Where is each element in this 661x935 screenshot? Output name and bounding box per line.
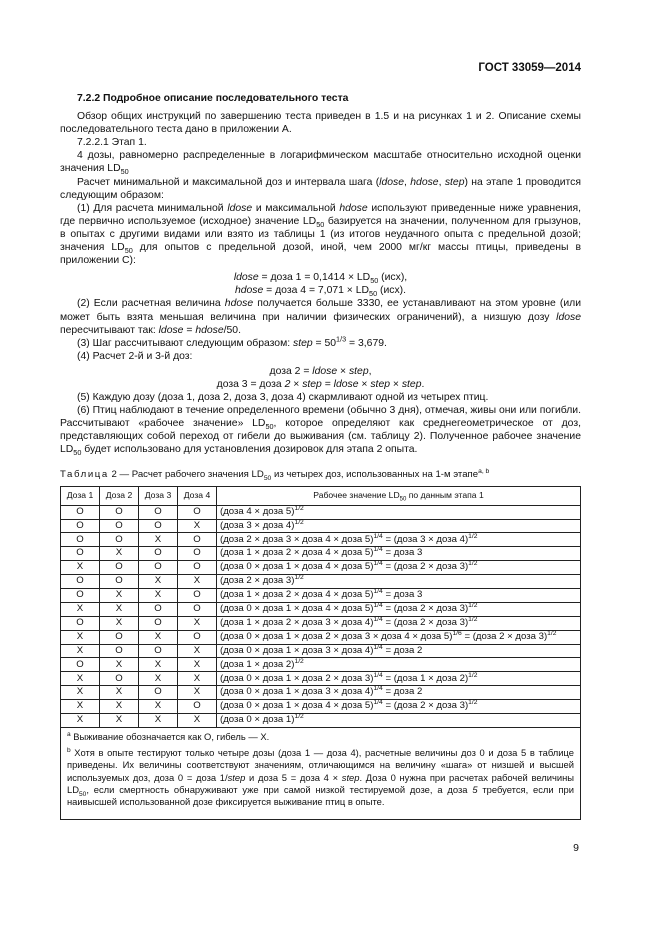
dose-2-outcome: X xyxy=(100,658,139,672)
dose-1-outcome: O xyxy=(61,575,100,589)
dose-3-outcome: O xyxy=(139,561,178,575)
section-title: 7.2.2 Подробное описание последовательного теста xyxy=(77,93,349,104)
dose-2-outcome: O xyxy=(100,575,139,589)
dose-4-outcome: X xyxy=(178,672,217,686)
dose-1-outcome: O xyxy=(61,588,100,602)
dose-1-outcome: X xyxy=(61,700,100,714)
dose-3-outcome: X xyxy=(139,588,178,602)
paragraph-item-5: (5) Каждую дозу (доза 1, доза 2, доза 3, доза 4) скармливают одной из четырех птиц. xyxy=(77,392,489,404)
dose-2-outcome: X xyxy=(100,588,139,602)
dose-3-outcome: O xyxy=(139,505,178,519)
dose-4-outcome: O xyxy=(178,561,217,575)
working-value-formula: (доза 2 × доза 3)$^{1/2}$ xyxy=(217,575,581,589)
dose-1-outcome: O xyxy=(61,505,100,519)
equation-dose2: доза 2 = ldose × step, xyxy=(269,365,372,377)
working-value-formula: (доза 0 × доза 1 × доза 3 × доза 4)$^{1/4}$ = доза 2 xyxy=(217,686,581,700)
dose-2-outcome: O xyxy=(100,533,139,547)
document-code: ГОСТ 33059—2014 xyxy=(478,62,581,74)
working-value-formula: (доза 1 × доза 2)$^{1/2}$ xyxy=(217,658,581,672)
table-row xyxy=(61,533,581,547)
working-value-formula: (доза 0 × доза 1 × доза 2 × доза 3 × доза 4 × доза 5)$^{1/6}$ = (доза 2 × доза 3)$^{1/2}$ xyxy=(217,630,581,644)
working-value-formula: (доза 1 × доза 2 × доза 4 × доза 5)$^{1/4}$ = доза 3 xyxy=(217,588,581,602)
table-header-row xyxy=(61,486,581,505)
dose-3-outcome: O xyxy=(139,547,178,561)
dose-2-outcome: O xyxy=(100,672,139,686)
dose-2-outcome: O xyxy=(100,630,139,644)
dose-3-outcome: X xyxy=(139,700,178,714)
header-dose-2: Доза 2 xyxy=(100,486,139,505)
page-content xyxy=(60,92,581,820)
table-row xyxy=(61,672,581,686)
dose-4-outcome: X xyxy=(178,575,217,589)
table-row xyxy=(61,575,581,589)
dose-4-outcome: O xyxy=(178,505,217,519)
dose-4-outcome: O xyxy=(178,630,217,644)
dose-2-outcome: X xyxy=(100,547,139,561)
dose-4-outcome: O xyxy=(178,700,217,714)
paragraph-item-1: (1) Для расчета минимальной ldose и максимальной hdose используют приведенные ниже уравнения, где первично используемое (исходное) значение $LD_{50}$ базируется на значении, полученном для грызунов, в опытах с другими видами или взято из таблицы 1 (из итогов неудачного опыта с предельной дозой; значения $LD_{50}$ для опытов с предельной дозой, иной, чем 2000 мг/кг массы птицы, приведены в приложении С): xyxy=(60,202,581,267)
working-value-formula: (доза 1 × доза 2 × доза 3 × доза 4)$^{1/4}$ = (доза 2 × доза 3)$^{1/2}$ xyxy=(217,616,581,630)
dose-4-outcome: X xyxy=(178,713,217,727)
paragraph-overview: Обзор общих инструкций по завершению теста приведен в 1.5 и на рисунках 1 и 2. Описание схемы последовательного теста дано в приложении А. xyxy=(60,111,581,136)
dose-2-outcome: O xyxy=(100,561,139,575)
table-row xyxy=(61,602,581,616)
equation-ldose: ldose = доза $1 = 0,1414 \times LD_{50}$ (исх), xyxy=(233,272,408,286)
paragraph-four-doses: 4 дозы, равномерно распределенные в логарифмическом масштабе относительно исходной оценки значения $LD_{50}$ xyxy=(60,150,581,177)
working-value-formula: (доза 0 × доза 1 × доза 4 × доза 5)$^{1/4}$ = (доза 2 × доза 3)$^{1/2}$ xyxy=(217,561,581,575)
table-row xyxy=(61,616,581,630)
table-row xyxy=(61,700,581,714)
table-row xyxy=(61,519,581,533)
dose-table xyxy=(60,486,581,820)
table-caption: Таблица 2 — Расчет рабочего значения $LD_{50}$ из четырех доз, использованных на 1-м этапе$^{a, b}$ xyxy=(60,467,490,482)
dose-2-outcome: X xyxy=(100,616,139,630)
dose-2-outcome: O xyxy=(100,644,139,658)
table-body xyxy=(61,505,581,727)
table-row xyxy=(61,561,581,575)
dose-1-outcome: X xyxy=(61,672,100,686)
table-row xyxy=(61,713,581,727)
dose-4-outcome: X xyxy=(178,616,217,630)
dose-1-outcome: O xyxy=(61,616,100,630)
table-row xyxy=(61,588,581,602)
dose-1-outcome: X xyxy=(61,630,100,644)
dose-4-outcome: O xyxy=(178,547,217,561)
dose-3-outcome: X xyxy=(139,658,178,672)
dose-3-outcome: O xyxy=(139,519,178,533)
paragraph-item-4: (4) Расчет 2-й и 3-й доз: xyxy=(77,350,193,362)
dose-1-outcome: O xyxy=(61,519,100,533)
dose-1-outcome: X xyxy=(61,713,100,727)
table-row xyxy=(61,658,581,672)
table-notes-row xyxy=(61,727,581,819)
dose-4-outcome: X xyxy=(178,644,217,658)
dose-4-outcome: X xyxy=(178,686,217,700)
header-dose-1: Доза 1 xyxy=(61,486,100,505)
dose-2-outcome: O xyxy=(100,505,139,519)
working-value-formula: (доза 2 × доза 3 × доза 4 × доза 5)$^{1/4}$ = (доза 3 × доза 4)$^{1/2}$ xyxy=(217,533,581,547)
dose-3-outcome: X xyxy=(139,533,178,547)
dose-3-outcome: X xyxy=(139,713,178,727)
dose-4-outcome: X xyxy=(178,658,217,672)
working-value-formula: (доза 3 × доза 4)$^{1/2}$ xyxy=(217,519,581,533)
dose-4-outcome: O xyxy=(178,533,217,547)
table-row xyxy=(61,644,581,658)
header-dose-4: Доза 4 xyxy=(178,486,217,505)
table-row xyxy=(61,547,581,561)
note-b: $^b$ Хотя в опыте тестируют только четыре дозы (доза 1 — доза 4), расчетные величины доз 0 и доза 5 в таблице приведены. Их величины соответствуют значениям, отличающимся на величину «шага» от низшей и высшей используемых доз, доза 0 = доза 1/step и доза 5 = доза 4 × step. Доза 0 нужна при расчетах рабочей величины $LD_{50}$, если смертность обнаруживают уже при самой низкой тестируемой дозе, а доза 5 требуется, если при наивысшей использованной дозе фиксируется выживание птиц в опыте. xyxy=(67,747,574,808)
dose-1-outcome: O xyxy=(61,533,100,547)
dose-3-outcome: X xyxy=(139,575,178,589)
dose-3-outcome: O xyxy=(139,602,178,616)
dose-1-outcome: X xyxy=(61,561,100,575)
table-row xyxy=(61,686,581,700)
dose-4-outcome: O xyxy=(178,602,217,616)
page-number: 9 xyxy=(573,842,579,854)
dose-2-outcome: X xyxy=(100,700,139,714)
note-a: $^a$ Выживание обозначается как О, гибель — Х. xyxy=(67,730,270,742)
working-value-formula: (доза 0 × доза 1 × доза 4 × доза 5)$^{1/4}$ = (доза 2 × доза 3)$^{1/2}$ xyxy=(217,700,581,714)
dose-2-outcome: X xyxy=(100,602,139,616)
dose-2-outcome: O xyxy=(100,519,139,533)
dose-2-outcome: X xyxy=(100,713,139,727)
dose-3-outcome: X xyxy=(139,672,178,686)
dose-1-outcome: X xyxy=(61,644,100,658)
dose-1-outcome: O xyxy=(61,547,100,561)
working-value-formula: (доза 1 × доза 2 × доза 4 × доза 5)$^{1/4}$ = доза 3 xyxy=(217,547,581,561)
working-value-formula: (доза 0 × доза 1 × доза 3 × доза 4)$^{1/4}$ = доза 2 xyxy=(217,644,581,658)
dose-2-outcome: X xyxy=(100,686,139,700)
header-working-value: Рабочее значение $LD_{50}$ по данным этапа 1 xyxy=(217,486,581,505)
table-row xyxy=(61,630,581,644)
table-notes xyxy=(61,727,581,819)
paragraph-item-3: (3) Шаг рассчитывают следующим образом: step = $50^{1/3} = 3,679$. xyxy=(77,334,387,349)
table-row xyxy=(61,505,581,519)
paragraph-item-2: (2) Если расчетная величина hdose получается больше 3330, ее устанавливают на этом уровне (или может быть взята меньшая величина при наличии физических ограничений), а низшую дозу ldose пересчитывают так: ldose = hdose/50. xyxy=(60,298,581,336)
dose-1-outcome: X xyxy=(61,686,100,700)
equation-hdose: hdose = доза $4 = 7,071 \times LD_{50}$ (исх). xyxy=(234,285,407,299)
equation-dose3: доза 3 = доза 2 × step = ldose × step × step. xyxy=(216,378,425,390)
paragraph-calc-intro: Расчет минимальной и максимальной доз и интервала шага (ldose, hdose, step) на этапе 1 проводится следующим образом: xyxy=(60,176,582,201)
dose-3-outcome: O xyxy=(139,644,178,658)
header-dose-3: Доза 3 xyxy=(139,486,178,505)
paragraph-item-6: (6) Птиц наблюдают в течение определенного времени (обычно 3 дня), отмечая, живы они или погибли. Рассчитывают «рабочее значение» $LD_{50}$, которое определяют как среднегеометрическое от доз, представляющих собой переход от гибели до выживания (см. таблицу 2). Полученное рабочее значение $LD_{50}$ будет использовано для установления дозировок для этапа 2 опыта. xyxy=(60,405,581,458)
dose-3-outcome: X xyxy=(139,630,178,644)
dose-3-outcome: O xyxy=(139,686,178,700)
dose-4-outcome: X xyxy=(178,519,217,533)
working-value-formula: (доза 0 × доза 1 × доза 2 × доза 3)$^{1/4}$ = (доза 1 × доза 2)$^{1/2}$ xyxy=(217,672,581,686)
dose-4-outcome: O xyxy=(178,588,217,602)
dose-1-outcome: O xyxy=(61,658,100,672)
paragraph-stage1: 7.2.2.1 Этап 1. xyxy=(77,137,147,149)
working-value-formula: (доза 0 × доза 1 × доза 4 × доза 5)$^{1/4}$ = (доза 2 × доза 3)$^{1/2}$ xyxy=(217,602,581,616)
working-value-formula: (доза 0 × доза 1)$^{1/2}$ xyxy=(217,713,581,727)
working-value-formula: (доза 4 × доза 5)$^{1/2}$ xyxy=(217,505,581,519)
dose-1-outcome: X xyxy=(61,602,100,616)
dose-3-outcome: O xyxy=(139,616,178,630)
